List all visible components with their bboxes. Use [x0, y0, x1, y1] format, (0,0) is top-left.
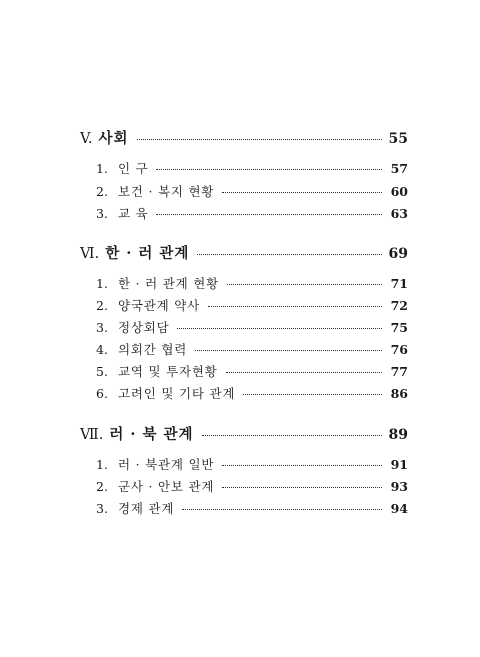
dot-leader [222, 465, 382, 466]
section-title: 한 · 러 관계 [105, 245, 190, 262]
item-number: 1. [96, 276, 108, 291]
item-title: 러 · 북관계 일반 [117, 457, 215, 472]
page-number: 77 [390, 364, 408, 379]
page-number: 86 [390, 386, 408, 401]
toc-section-5[interactable] [80, 127, 408, 147]
page-number: 71 [390, 276, 408, 291]
item-number: 2. [96, 184, 108, 199]
item-title: 고려인 및 기타 관계 [117, 386, 236, 401]
page-number: 57 [390, 161, 408, 176]
dot-leader [208, 306, 382, 307]
item-number: 3. [96, 206, 108, 221]
item-number: 3. [96, 501, 108, 516]
item-title: 정상회담 [117, 320, 170, 335]
toc-item[interactable] [96, 477, 408, 497]
item-number: 3. [96, 320, 108, 335]
dot-leader [177, 328, 382, 329]
toc-item[interactable] [96, 296, 408, 316]
page-number: 94 [390, 501, 408, 516]
item-number: 1. [96, 457, 108, 472]
item-title: 교 육 [117, 206, 149, 221]
dot-leader [137, 139, 382, 140]
item-title: 보건 · 복지 현황 [117, 184, 215, 199]
section-title: 러 · 북 관계 [109, 426, 194, 443]
page-number: 93 [390, 479, 408, 494]
item-number: 1. [96, 161, 108, 176]
item-title: 인 구 [117, 161, 149, 176]
dot-leader [156, 169, 382, 170]
item-number: 2. [96, 479, 108, 494]
toc-section-7[interactable] [80, 423, 408, 443]
page-number: 89 [388, 427, 408, 443]
page-number: 55 [388, 131, 408, 147]
toc-item[interactable] [96, 274, 408, 294]
section-number: V. [80, 131, 93, 147]
item-title: 군사 · 안보 관계 [117, 479, 215, 494]
dot-leader [182, 509, 382, 510]
dot-leader [202, 435, 382, 436]
page-number: 91 [390, 457, 408, 472]
toc-item[interactable] [96, 318, 408, 338]
dot-leader [195, 350, 382, 351]
toc-item[interactable] [96, 499, 408, 519]
item-title: 경제 관계 [117, 501, 175, 516]
toc-item[interactable] [96, 340, 408, 360]
dot-leader [222, 487, 382, 488]
section-number: Ⅵ. [80, 246, 100, 262]
dot-leader [197, 254, 382, 255]
dot-leader [243, 394, 382, 395]
page-number: 76 [390, 342, 408, 357]
item-title: 의회간 협력 [117, 342, 188, 357]
page-number: 63 [390, 206, 408, 221]
section-title: 사회 [98, 130, 129, 147]
item-title: 교역 및 투자현황 [117, 364, 218, 379]
toc-section-6[interactable] [80, 242, 408, 262]
item-number: 2. [96, 298, 108, 313]
toc-item[interactable] [96, 384, 408, 404]
toc-item[interactable] [96, 204, 408, 224]
section-number: Ⅶ. [80, 427, 104, 443]
item-title: 한 · 러 관계 현황 [117, 276, 220, 291]
dot-leader [156, 214, 382, 215]
dot-leader [227, 284, 382, 285]
page-number: 72 [390, 298, 408, 313]
item-number: 5. [96, 364, 108, 379]
item-number: 4. [96, 342, 108, 357]
page-number: 69 [388, 246, 408, 262]
toc-item[interactable] [96, 159, 408, 179]
toc-item[interactable] [96, 362, 408, 382]
page-number: 75 [390, 320, 408, 335]
toc-item[interactable] [96, 455, 408, 475]
dot-leader [226, 372, 382, 373]
item-number: 6. [96, 386, 108, 401]
toc-item[interactable] [96, 182, 408, 202]
page-number: 60 [390, 184, 408, 199]
dot-leader [222, 192, 382, 193]
item-title: 양국관계 약사 [117, 298, 200, 313]
